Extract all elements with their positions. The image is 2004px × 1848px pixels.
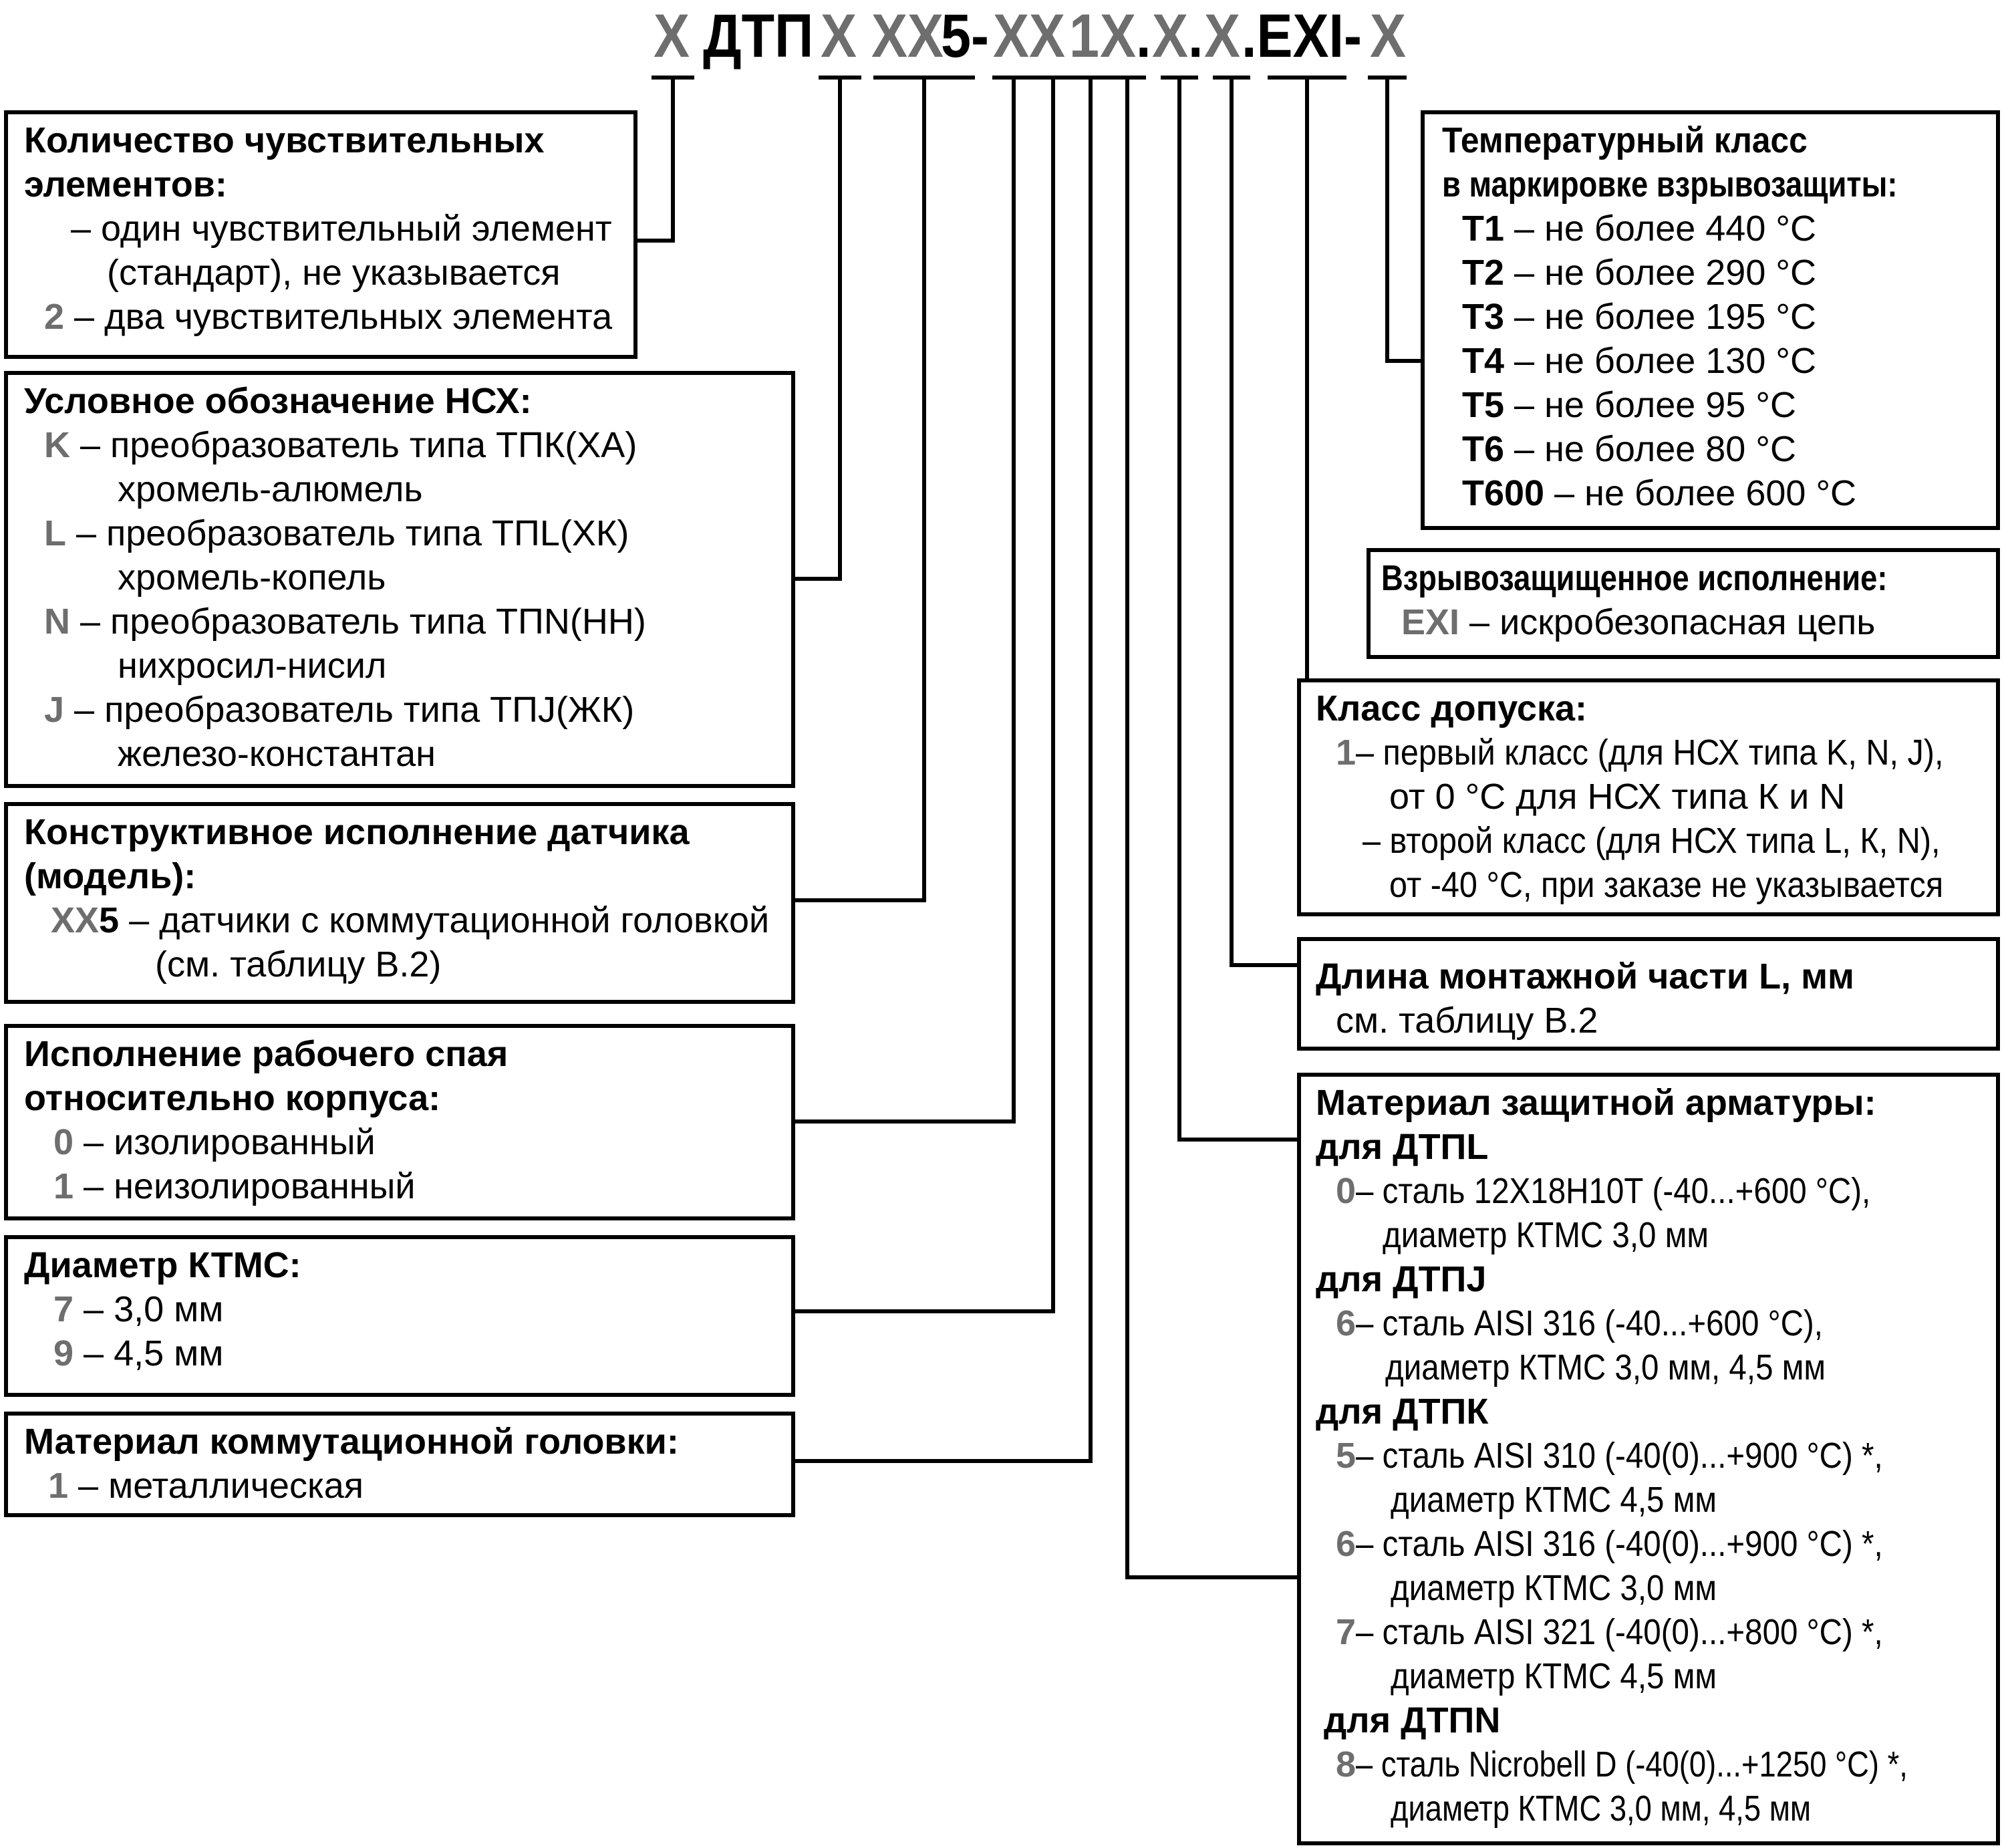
tolerance-code-1: 1 — [1336, 733, 1356, 773]
nsx-text-k: – преобразователь типа ТПК(ХА) — [70, 425, 637, 465]
tclass-code-t3: Т3 — [1462, 297, 1505, 337]
code-token-10: X — [1152, 2, 1189, 70]
armature-k7 — [1316, 1610, 1984, 1654]
exi-item — [1381, 600, 1984, 644]
tclass-item-t5 — [1442, 383, 1984, 427]
armature-j6-sub-text: диаметр КТМС 3,0 мм, 4,5 мм — [1385, 1347, 1826, 1388]
tclass-item-t2 — [1442, 251, 1984, 295]
armature-j6-text: – сталь AISI 316 (-40...+600 °С), — [1356, 1303, 1823, 1343]
junction-code-1: 1 — [53, 1166, 74, 1206]
wire-length — [1232, 78, 1301, 965]
tolerance-sub-2 — [1316, 863, 1984, 907]
nsx-code-k: K — [44, 425, 70, 465]
model-option — [24, 898, 779, 942]
nsx-code-j: J — [44, 690, 65, 730]
wire-sensing — [635, 78, 673, 241]
diameter-item-7 — [24, 1287, 779, 1331]
tclass-text-t6: – не более 80 °С — [1504, 429, 1796, 469]
box-exi — [1367, 548, 2000, 659]
armature-j6-sub — [1316, 1345, 1984, 1390]
tclass-text-t4: – не более 130 °С — [1504, 341, 1816, 381]
armature-l0-code: 0 — [1336, 1171, 1356, 1211]
tclass-code-t6: Т6 — [1462, 429, 1505, 469]
armature-j6 — [1316, 1301, 1984, 1345]
armature-head-l: для ДТПL — [1316, 1127, 1489, 1167]
armature-k6-sub-text: диаметр КТМС 3,0 мм — [1391, 1568, 1717, 1608]
armature-k7-code: 7 — [1336, 1612, 1356, 1652]
armature-k5-sub-text: диаметр КТМС 4,5 мм — [1391, 1480, 1717, 1520]
diameter-code-7: 7 — [53, 1289, 74, 1329]
armature-title: Материал защитной арматуры: — [1316, 1083, 1876, 1123]
model-code-black: 5 — [99, 900, 120, 940]
code-token-2: ДТП — [703, 2, 814, 70]
code-token-14: X — [1370, 2, 1407, 70]
tclass-code-t2: Т2 — [1462, 253, 1505, 293]
box-model — [4, 802, 795, 1004]
armature-k7-sub-text: диаметр КТМС 4,5 мм — [1391, 1656, 1717, 1696]
tclass-item-t4 — [1442, 339, 1984, 383]
sensing-option-1: – один чувствительный элемент — [71, 209, 612, 249]
sensing-title-2: элементов: — [24, 164, 227, 205]
code-token-7: 1 — [1069, 2, 1100, 70]
junction-text-0: – изолированный — [74, 1122, 376, 1162]
box-diameter — [4, 1235, 795, 1397]
head-code-1: 1 — [48, 1466, 69, 1506]
armature-k5 — [1316, 1434, 1984, 1478]
tolerance-item-2 — [1316, 819, 1984, 863]
armature-k6-sub — [1316, 1566, 1984, 1610]
armature-n8-code: 8 — [1336, 1744, 1356, 1785]
tclass-item-t3 — [1442, 295, 1984, 339]
box-head-material — [4, 1412, 795, 1517]
wire-head — [793, 78, 1091, 1461]
sensing-title-1: Количество чувствительных — [24, 120, 545, 160]
armature-head-k: для ДТПК — [1316, 1392, 1489, 1432]
exi-text: – искробезопасная цепь — [1459, 602, 1876, 642]
code-token-4: XX — [871, 2, 944, 70]
box-armature-material — [1297, 1073, 2000, 1845]
nsx-sub-j: железо-константан — [118, 734, 436, 774]
sensing-option-1-note: (стандарт), не указывается — [107, 253, 561, 293]
wire-nsx — [793, 78, 840, 579]
box-junction — [4, 1024, 795, 1220]
nsx-code-n: N — [44, 602, 70, 642]
armature-j6-code: 6 — [1336, 1303, 1356, 1343]
tclass-code-t600: Т600 — [1462, 473, 1545, 513]
junction-code-0: 0 — [53, 1122, 74, 1162]
diameter-text-7: – 3,0 мм — [74, 1289, 224, 1329]
length-text: см. таблицу В.2 — [1336, 1001, 1598, 1041]
armature-l0-sub — [1316, 1213, 1984, 1257]
tclass-item-t6 — [1442, 427, 1984, 471]
diameter-item-9 — [24, 1331, 779, 1375]
wire-armature — [1127, 78, 1301, 1577]
tolerance-title: Класс допуска: — [1316, 688, 1588, 729]
nsx-item-n — [24, 600, 779, 644]
code-token-6: XX — [993, 2, 1066, 70]
tclass-item-t1 — [1442, 207, 1984, 251]
armature-k6-text: – сталь AISI 316 (-40(0)...+900 °С) *, — [1356, 1524, 1883, 1564]
armature-l0 — [1316, 1169, 1984, 1213]
wire-junction — [793, 78, 1014, 1121]
junction-item-0 — [24, 1120, 779, 1164]
nsx-sub-l: хромель-копель — [118, 557, 386, 598]
code-token-5: 5- — [941, 2, 989, 70]
tclass-text-t2: – не более 290 °С — [1504, 253, 1816, 293]
diameter-title: Диаметр КТМС: — [24, 1245, 301, 1285]
armature-head-n: для ДТПN — [1324, 1700, 1501, 1740]
nsx-code-l: L — [44, 513, 66, 553]
armature-head-j: для ДТПJ — [1316, 1259, 1487, 1299]
armature-n8-sub-text: диаметр КТМС 3,0 мм, 4,5 мм — [1391, 1789, 1812, 1829]
nsx-item-l — [24, 511, 779, 555]
model-title-1: Конструктивное исполнение датчика — [24, 812, 690, 852]
code-token-13: .EXI- — [1242, 2, 1362, 70]
wire-tclass — [1387, 78, 1423, 361]
nsx-title: Условное обозначение НСХ: — [24, 381, 532, 421]
nsx-sub-k: хромель-алюмель — [118, 469, 423, 509]
model-option-text: – датчики с коммутационной головкой — [119, 900, 770, 940]
exi-title — [1381, 556, 1984, 600]
nsx-text-n: – преобразователь типа ТПN(НН) — [70, 602, 646, 642]
armature-k6-code: 6 — [1336, 1524, 1356, 1564]
armature-k7-text: – сталь AISI 321 (-40(0)...+800 °С) *, — [1356, 1612, 1883, 1652]
tclass-title-1 — [1442, 118, 1984, 162]
box-sensing-elements — [4, 110, 637, 359]
junction-title-1: Исполнение рабочего спая — [24, 1034, 509, 1074]
armature-k5-sub — [1316, 1478, 1984, 1522]
length-title: Длина монтажной части L, мм — [1316, 956, 1854, 997]
tclass-text-t600: – не более 600 °С — [1544, 473, 1857, 513]
model-title-2: (модель): — [24, 856, 196, 896]
code-token-3: X — [821, 2, 857, 70]
tolerance-text-2: – второй класс (для НСХ типа L, К, N), — [1363, 821, 1941, 861]
armature-n8 — [1316, 1742, 1984, 1787]
wire-material — [1179, 78, 1301, 1140]
box-nsx — [4, 371, 795, 788]
head-text-1: – металлическая — [68, 1466, 364, 1506]
nsx-item-j — [24, 688, 779, 732]
box-tolerance — [1297, 678, 2000, 916]
nsx-text-l: – преобразователь типа ТПL(ХК) — [66, 513, 629, 553]
tclass-text-t5: – не более 95 °С — [1504, 385, 1796, 425]
nsx-sub-n: нихросил-нисил — [118, 646, 387, 686]
box-temperature-class — [1421, 110, 2000, 530]
tolerance-item-1 — [1316, 731, 1984, 775]
armature-n8-text: – сталь Nicrobell D (-40(0)...+1250 °С) *, — [1356, 1744, 1908, 1785]
ordering-code — [0, 0, 2004, 74]
armature-k7-sub — [1316, 1654, 1984, 1698]
junction-item-1 — [24, 1164, 779, 1208]
sensing-code-2: 2 — [44, 297, 65, 337]
tclass-text-t3: – не более 195 °С — [1504, 297, 1816, 337]
armature-n8-sub — [1316, 1787, 1984, 1831]
tclass-title-2-text: в маркировке взрывозащиты: — [1442, 164, 1898, 205]
tclass-code-t5: Т5 — [1462, 385, 1505, 425]
code-token-8: X — [1100, 2, 1137, 70]
armature-k5-text: – сталь AISI 310 (-40(0)...+900 °С) *, — [1356, 1436, 1883, 1476]
nsx-text-j: – преобразователь типа ТПJ(ЖК) — [64, 690, 635, 730]
code-token-11: . — [1188, 2, 1203, 70]
tclass-code-t1: Т1 — [1462, 209, 1505, 249]
junction-title-2: относительно корпуса: — [24, 1078, 441, 1118]
code-token-12: X — [1204, 2, 1241, 70]
armature-l0-text: – сталь 12Х18Н10Т (-40...+600 °С), — [1356, 1171, 1871, 1211]
diameter-code-9: 9 — [53, 1333, 74, 1373]
armature-k5-code: 5 — [1336, 1436, 1356, 1476]
tclass-text-t1: – не более 440 °С — [1504, 209, 1816, 249]
code-token-1: X — [654, 2, 690, 70]
tclass-item-t600 — [1442, 471, 1984, 515]
tclass-title-2 — [1442, 162, 1984, 207]
code-token-9: . — [1136, 2, 1151, 70]
tolerance-sub-1: от 0 °С для НСХ типа К и N — [1389, 777, 1846, 817]
nsx-item-k — [24, 423, 779, 467]
exi-title-text: Взрывозащищенное исполнение: — [1381, 558, 1888, 598]
armature-l0-sub-text: диаметр КТМС 3,0 мм — [1383, 1215, 1709, 1255]
tclass-code-t4: Т4 — [1462, 341, 1505, 381]
tolerance-text-1: – первый класс (для НСХ типа K, N, J), — [1356, 733, 1944, 773]
armature-k6 — [1316, 1522, 1984, 1566]
sensing-option-2 — [24, 295, 621, 339]
exi-code: EXI — [1401, 602, 1460, 642]
box-length — [1297, 937, 2000, 1051]
sensing-option-2-text: – два чувствительных элемента — [64, 297, 613, 337]
head-title: Материал коммутационной головки: — [24, 1422, 679, 1462]
tclass-title-1-text: Температурный класс — [1442, 120, 1808, 160]
tolerance-sub-2-text: от -40 °С, при заказе не указывается — [1389, 865, 1944, 905]
diameter-text-9: – 4,5 мм — [74, 1333, 224, 1373]
wire-model — [793, 78, 924, 900]
wire-diameter — [793, 78, 1053, 1311]
model-sub: (см. таблицу В.2) — [155, 944, 442, 984]
head-item-1 — [24, 1464, 779, 1508]
model-code-gray: XX — [51, 900, 100, 940]
junction-text-1: – неизолированный — [74, 1166, 416, 1206]
